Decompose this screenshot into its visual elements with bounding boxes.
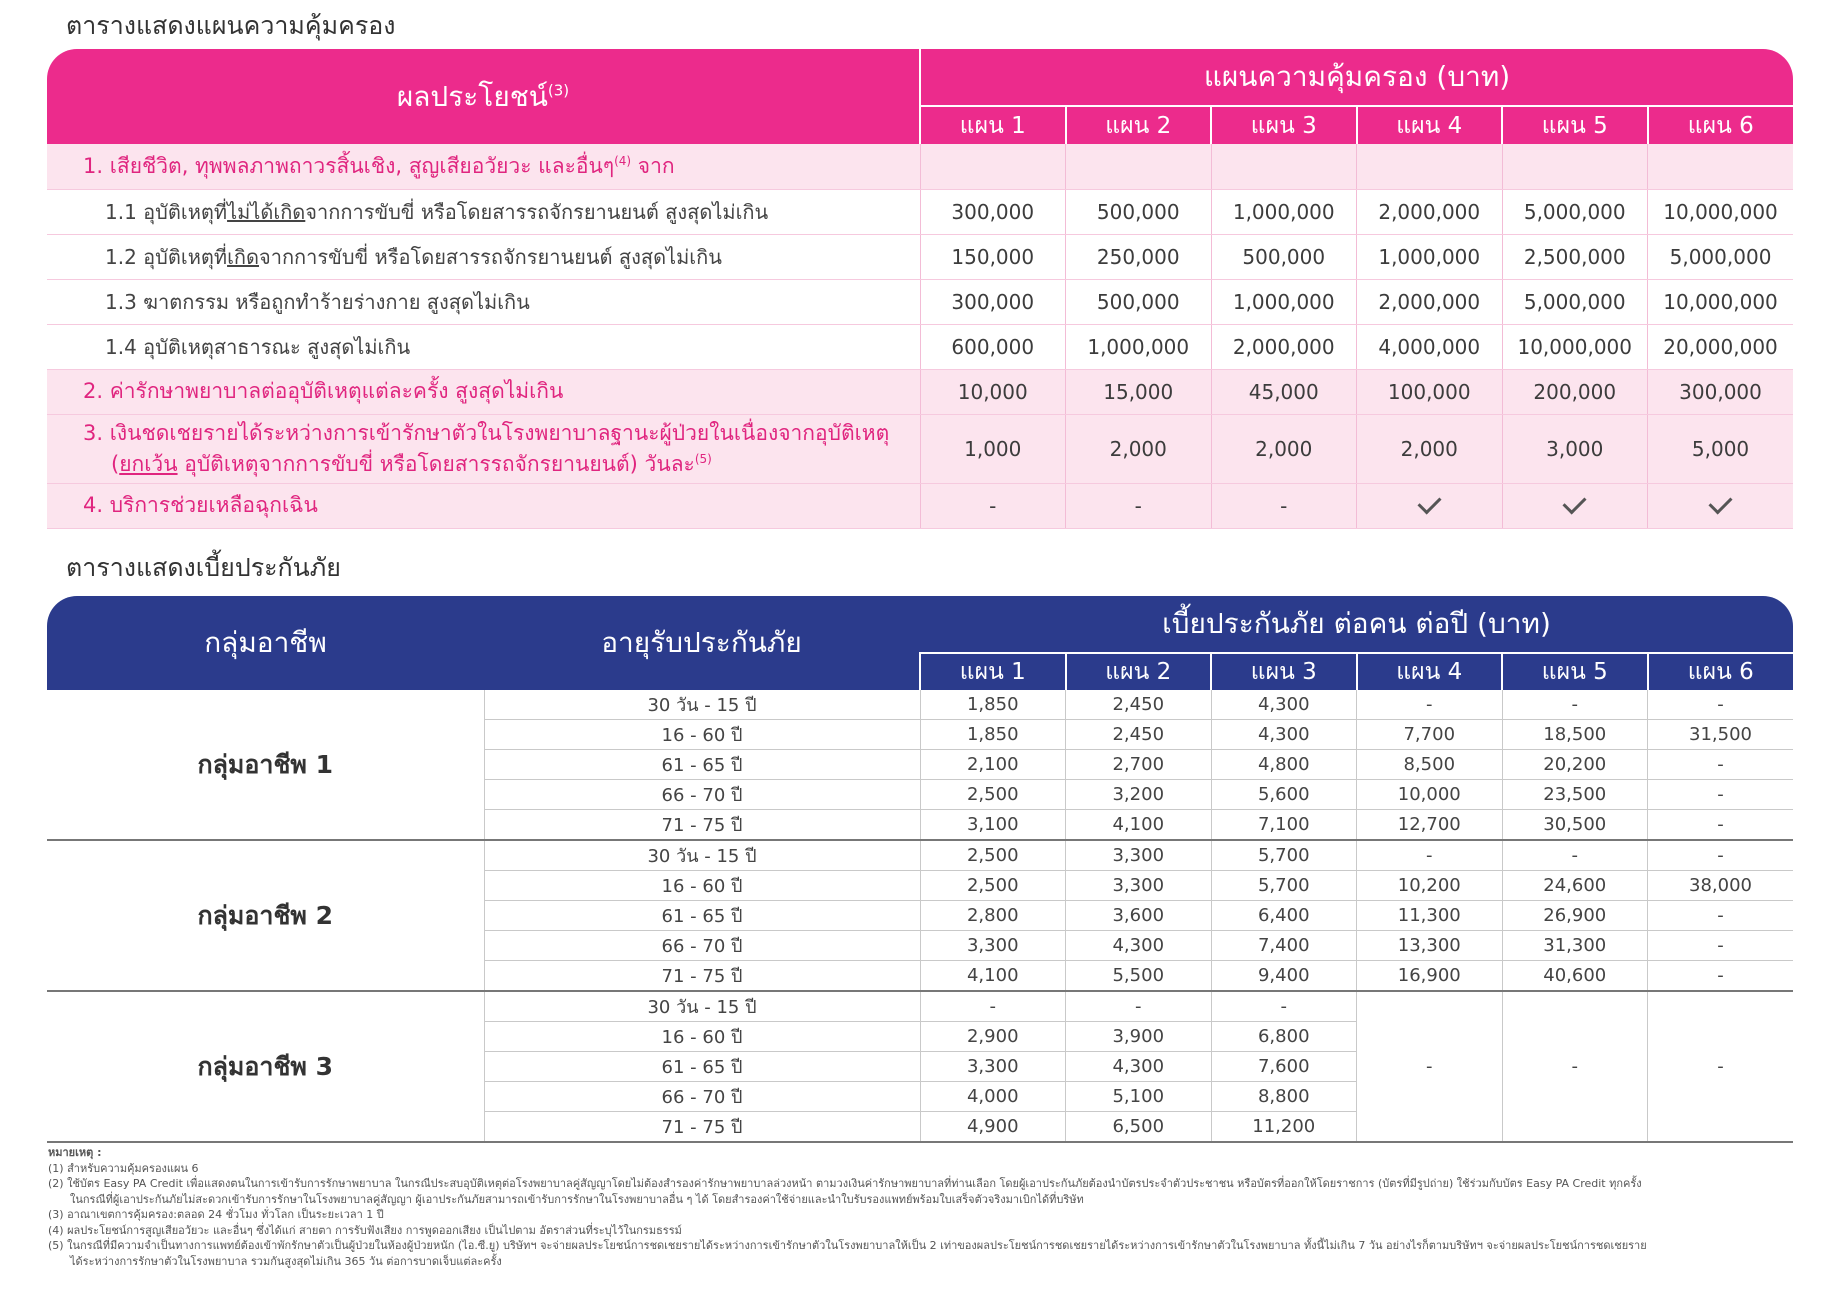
coverage-table-title: ตารางแสดงแผนความคุ้มครอง — [66, 11, 396, 40]
value-cell: 5,000,000 — [1502, 189, 1648, 234]
age-cell: 16 - 60 ปี — [484, 871, 920, 901]
age-cell: 66 - 70 ปี — [484, 1082, 920, 1112]
value-cell: 2,000 — [1066, 414, 1212, 483]
value-cell: 2,100 — [920, 750, 1066, 780]
row-1-2-label: 1.2 อุบัติเหตุที่เกิดจากการขับขี่ หรือโดยสารรถจักรยานยนต์ สูงสุดไม่เกิน — [47, 234, 920, 279]
value-cell: - — [1648, 901, 1794, 931]
value-cell: 2,000 — [1211, 414, 1357, 483]
value-cell: 10,200 — [1357, 871, 1503, 901]
age-cell: 61 - 65 ปี — [484, 901, 920, 931]
value-cell: 2,500 — [920, 840, 1066, 871]
value-cell: - — [1066, 991, 1212, 1022]
age-cell: 16 - 60 ปี — [484, 720, 920, 750]
plan-4-header: แผน 4 — [1357, 106, 1503, 144]
value-cell: 5,500 — [1066, 961, 1212, 992]
value-cell: 2,000,000 — [1357, 279, 1503, 324]
value-cell: 7,400 — [1211, 931, 1357, 961]
value-cell: 4,000,000 — [1357, 324, 1503, 369]
value-cell: 40,600 — [1502, 961, 1648, 992]
section-2-label: 2. ค่ารักษาพยาบาลต่ออุบัติเหตุแต่ละครั้ง สูงสุดไม่เกิน — [47, 369, 920, 414]
age-cell: 71 - 75 ปี — [484, 1112, 920, 1143]
value-cell: 4,300 — [1066, 931, 1212, 961]
value-cell: 250,000 — [1066, 234, 1212, 279]
value-cell: - — [920, 991, 1066, 1022]
value-cell: - — [1648, 780, 1794, 810]
coverage-section-1 — [47, 144, 1793, 189]
value-cell: 3,000 — [1502, 414, 1648, 483]
coverage-row — [47, 324, 1793, 369]
value-cell: - — [1211, 991, 1357, 1022]
value-cell: 1,850 — [920, 720, 1066, 750]
value-cell: 300,000 — [920, 279, 1066, 324]
plan-2-header: แผน 2 — [1066, 106, 1212, 144]
section-1-label: 1. เสียชีวิต, ทุพพลภาพถาวรสิ้นเชิง, สูญเสียอวัยวะ และอื่นๆ$^{(4)}$ จาก — [47, 144, 920, 189]
value-cell: 4,100 — [920, 961, 1066, 992]
value-cell: 1,000,000 — [1211, 189, 1357, 234]
value-cell: 4,300 — [1211, 690, 1357, 720]
value-cell: 6,500 — [1066, 1112, 1212, 1143]
group-header: กลุ่มอาชีพ — [47, 596, 484, 690]
value-cell: - — [1648, 750, 1794, 780]
age-cell: 61 - 65 ปี — [484, 750, 920, 780]
plan-6-dash-cell: - — [1648, 991, 1794, 1142]
group-1-label: กลุ่มอาชีพ 1 — [47, 690, 484, 840]
age-cell: 16 - 60 ปี — [484, 1022, 920, 1052]
value-cell: 3,900 — [1066, 1022, 1212, 1052]
value-cell: 15,000 — [1066, 369, 1212, 414]
premium-header: เบี้ยประกันภัย ต่อคน ต่อปี (บาท) — [920, 596, 1793, 653]
value-cell: 5,000,000 — [1648, 234, 1794, 279]
value-cell: 500,000 — [1066, 189, 1212, 234]
value-cell: 31,500 — [1648, 720, 1794, 750]
plan-3-header: แผน 3 — [1211, 653, 1357, 690]
value-cell: 1,850 — [920, 690, 1066, 720]
value-cell: 2,450 — [1066, 720, 1212, 750]
value-cell: 1,000,000 — [1211, 279, 1357, 324]
value-cell: 16,900 — [1357, 961, 1503, 992]
value-cell: 500,000 — [1211, 234, 1357, 279]
value-cell: 10,000,000 — [1502, 324, 1648, 369]
check-cell — [1357, 483, 1503, 528]
check-icon — [1563, 490, 1587, 514]
value-cell: 2,500 — [920, 780, 1066, 810]
plan-5-header: แผน 5 — [1502, 106, 1648, 144]
value-cell: 3,300 — [1066, 840, 1212, 871]
note-4: (4) ผลประโยชน์การสูญเสียอวัยวะ และอื่นๆ ซึ่งได้แก่ สายตา การรับฟังเสียง การพูดออกเสียง เป็นไปตาม อัตราส่วนที่ระบุไว้ในกรมธรรม์ — [48, 1223, 682, 1237]
value-cell: 10,000 — [920, 369, 1066, 414]
value-cell: 5,000 — [1648, 414, 1794, 483]
value-cell: 7,600 — [1211, 1052, 1357, 1082]
value-cell: 4,300 — [1066, 1052, 1212, 1082]
value-cell: 7,700 — [1357, 720, 1503, 750]
value-cell: 7,100 — [1211, 810, 1357, 841]
value-cell: 1,000,000 — [1066, 324, 1212, 369]
age-cell: 30 วัน - 15 ปี — [484, 690, 920, 720]
value-cell: 100,000 — [1357, 369, 1503, 414]
value-cell: 5,700 — [1211, 871, 1357, 901]
value-cell: 20,000,000 — [1648, 324, 1794, 369]
row-1-3-label: 1.3 ฆาตกรรม หรือถูกทำร้ายร่างกาย สูงสุดไม่เกิน — [47, 279, 920, 324]
age-cell: 66 - 70 ปี — [484, 780, 920, 810]
value-cell: - — [1648, 931, 1794, 961]
plan-3-header: แผน 3 — [1211, 106, 1357, 144]
note-2-cont: ในกรณีที่ผู้เอาประกันภัยไม่สะดวกเข้ารับการรักษาในโรงพยาบาลคู่สัญญา ผู้เอาประกันภัยสามารถเข้ารับการรักษาในโรงพยาบาลอื่น ๆ ได้ โดยสำรองค่าใช้จ่ายและนำใบรับรองแพทย์พร้อมใบเสร็จตัวจริงมาเบิกได้ที่บริษัท — [70, 1192, 1084, 1206]
value-cell: 4,800 — [1211, 750, 1357, 780]
value-cell: 30,500 — [1502, 810, 1648, 841]
group-2-label: กลุ่มอาชีพ 2 — [47, 840, 484, 991]
premium-table — [47, 596, 1793, 1143]
value-cell: 3,200 — [1066, 780, 1212, 810]
note-1: (1) สำหรับความคุ้มครองแผน 6 — [48, 1161, 199, 1175]
value-cell: 13,300 — [1357, 931, 1503, 961]
value-cell: 3,300 — [1066, 871, 1212, 901]
check-cell — [1648, 483, 1794, 528]
notes-heading: หมายเหตุ : — [48, 1146, 102, 1159]
value-cell: 2,500,000 — [1502, 234, 1648, 279]
coverage-section-3 — [47, 414, 1793, 483]
check-icon — [1417, 490, 1441, 514]
value-cell: 5,600 — [1211, 780, 1357, 810]
value-cell: 500,000 — [1066, 279, 1212, 324]
value-cell: - — [1648, 840, 1794, 871]
value-cell: 24,600 — [1502, 871, 1648, 901]
dash-cell: - — [1066, 483, 1212, 528]
premium-row — [47, 991, 1793, 1022]
coverage-row — [47, 189, 1793, 234]
check-cell — [1502, 483, 1648, 528]
value-cell: 10,000 — [1357, 780, 1503, 810]
value-cell: 8,500 — [1357, 750, 1503, 780]
coverage-table — [47, 49, 1793, 529]
value-cell: 150,000 — [920, 234, 1066, 279]
value-cell: 1,000,000 — [1357, 234, 1503, 279]
dash-cell: - — [1211, 483, 1357, 528]
coverage-row — [47, 234, 1793, 279]
plan-4-dash-cell: - — [1357, 991, 1503, 1142]
value-cell: 2,000,000 — [1211, 324, 1357, 369]
value-cell: 6,400 — [1211, 901, 1357, 931]
note-5-cont: ได้ระหว่างการรักษาตัวในโรงพยาบาล รวมกันสูงสุดไม่เกิน 365 วัน ต่อการบาดเจ็บแต่ละครั้ง — [70, 1254, 502, 1268]
value-cell: 10,000,000 — [1648, 189, 1794, 234]
value-cell: 9,400 — [1211, 961, 1357, 992]
age-cell: 71 - 75 ปี — [484, 961, 920, 992]
value-cell: 20,200 — [1502, 750, 1648, 780]
value-cell: - — [1502, 840, 1648, 871]
note-2: (2) ใช้บัตร Easy PA Credit เพื่อแสดงตนในการเข้ารับการรักษาพยาบาล ในกรณีประสบอุบัติเหตุต่อโรงพยาบาลคู่สัญญาโดยไม่ต้องสำรองค่ารักษาพยาบาลล่วงหน้า ตามวงเงินค่ารักษาพยาบาลที่ท่านเลือก โดยผู้เอาประกันภัยต้องนำบัตรประจำตัวประชาชน หรือบัตรที่ออกให้โดยราชการ (บัตรที่มีรูปถ่าย) ใช้ร่วมกับบัตร Easy PA Credit ทุกครั้ง — [48, 1177, 1642, 1190]
plan-header: แผนความคุ้มครอง (บาท) — [920, 49, 1793, 106]
value-cell: - — [1502, 690, 1648, 720]
value-cell: 11,300 — [1357, 901, 1503, 931]
value-cell: 11,200 — [1211, 1112, 1357, 1143]
value-cell: 2,450 — [1066, 690, 1212, 720]
age-cell: 71 - 75 ปี — [484, 810, 920, 841]
section-4-label: 4. บริการช่วยเหลือฉุกเฉิน — [47, 483, 920, 528]
value-cell: 3,600 — [1066, 901, 1212, 931]
age-cell: 30 วัน - 15 ปี — [484, 840, 920, 871]
value-cell: 26,900 — [1502, 901, 1648, 931]
coverage-section-2 — [47, 369, 1793, 414]
plan-6-header: แผน 6 — [1648, 653, 1794, 690]
dash-cell: - — [920, 483, 1066, 528]
age-header: อายุรับประกันภัย — [484, 596, 920, 690]
value-cell: 18,500 — [1502, 720, 1648, 750]
plan-4-header: แผน 4 — [1357, 653, 1503, 690]
check-icon — [1709, 490, 1733, 514]
value-cell: - — [1357, 690, 1503, 720]
premium-row — [47, 840, 1793, 871]
value-cell: 8,800 — [1211, 1082, 1357, 1112]
age-cell: 66 - 70 ปี — [484, 931, 920, 961]
value-cell: 600,000 — [920, 324, 1066, 369]
premium-row — [47, 690, 1793, 720]
value-cell: - — [1648, 690, 1794, 720]
row-1-4-label: 1.4 อุบัติเหตุสาธารณะ สูงสุดไม่เกิน — [47, 324, 920, 369]
value-cell: 6,800 — [1211, 1022, 1357, 1052]
plan-5-dash-cell: - — [1502, 991, 1648, 1142]
value-cell: 3,300 — [920, 931, 1066, 961]
value-cell: 4,900 — [920, 1112, 1066, 1143]
note-5: (5) ในกรณีที่มีความจำเป็นทางการแพทย์ต้องเข้าพักรักษาตัวเป็นผู้ป่วยในห้องผู้ป่วยหนัก (ไอ.ซี.ยู) บริษัทฯ จะจ่ายผลประโยชน์การชดเชยรายได้ระหว่างการเข้ารักษาตัวในโรงพยาบาลให้เป็น 2 เท่าของผลประโยชน์การชดเชยรายได้ระหว่างการเข้ารักษาตัวในโรงพยาบาล ทั้งนี้ไม่เกิน 7 วัน อย่างไรก็ตามบริษัทฯ จะจ่ายผลประโยชน์การชดเชยราย — [48, 1239, 1647, 1252]
value-cell: - — [1648, 810, 1794, 841]
value-cell: 4,100 — [1066, 810, 1212, 841]
value-cell: 2,000 — [1357, 414, 1503, 483]
coverage-row — [47, 279, 1793, 324]
group-3-label: กลุ่มอาชีพ 3 — [47, 991, 484, 1142]
value-cell: 3,100 — [920, 810, 1066, 841]
value-cell: 300,000 — [1648, 369, 1794, 414]
plan-2-header: แผน 2 — [1066, 653, 1212, 690]
value-cell: - — [1357, 840, 1503, 871]
age-cell: 61 - 65 ปี — [484, 1052, 920, 1082]
value-cell: 200,000 — [1502, 369, 1648, 414]
value-cell: 38,000 — [1648, 871, 1794, 901]
coverage-section-4 — [47, 483, 1793, 528]
value-cell: 5,000,000 — [1502, 279, 1648, 324]
value-cell: 5,700 — [1211, 840, 1357, 871]
value-cell: 2,700 — [1066, 750, 1212, 780]
value-cell: 10,000,000 — [1648, 279, 1794, 324]
value-cell: 2,000,000 — [1357, 189, 1503, 234]
footnotes — [48, 1145, 1808, 1269]
value-cell: 2,800 — [920, 901, 1066, 931]
age-cell: 30 วัน - 15 ปี — [484, 991, 920, 1022]
value-cell: 300,000 — [920, 189, 1066, 234]
plan-1-header: แผน 1 — [920, 106, 1066, 144]
value-cell: - — [1648, 961, 1794, 992]
benefit-header: ผลประโยชน์$^{(3)}$ — [47, 49, 920, 144]
value-cell: 4,000 — [920, 1082, 1066, 1112]
note-3: (3) อาณาเขตการคุ้มครอง:ตลอด 24 ชั่วโมง ทั่วโลก เป็นระยะเวลา 1 ปี — [48, 1208, 384, 1221]
value-cell: 1,000 — [920, 414, 1066, 483]
value-cell: 31,300 — [1502, 931, 1648, 961]
value-cell: 3,300 — [920, 1052, 1066, 1082]
plan-5-header: แผน 5 — [1502, 653, 1648, 690]
value-cell: 2,500 — [920, 871, 1066, 901]
section-3-label: 3. เงินชดเชยรายได้ระหว่างการเข้ารักษาตัวในโรงพยาบาลฐานะผู้ป่วยในเนื่องจากอุบัติเหตุ (ยกเว้น อุบัติเหตุจากการขับขี่ หรือโดยสารรถจักรยานยนต์) วันละ$^{(5)}$ — [47, 414, 920, 483]
row-1-1-label: 1.1 อุบัติเหตุที่ไม่ได้เกิดจากการขับขี่ หรือโดยสารรถจักรยานยนต์ สูงสุดไม่เกิน — [47, 189, 920, 234]
value-cell: 4,300 — [1211, 720, 1357, 750]
plan-1-header: แผน 1 — [920, 653, 1066, 690]
value-cell: 5,100 — [1066, 1082, 1212, 1112]
value-cell: 45,000 — [1211, 369, 1357, 414]
value-cell: 23,500 — [1502, 780, 1648, 810]
value-cell: 12,700 — [1357, 810, 1503, 841]
value-cell: 2,900 — [920, 1022, 1066, 1052]
premium-table-title: ตารางแสดงเบี้ยประกันภัย — [66, 553, 341, 582]
plan-6-header: แผน 6 — [1648, 106, 1794, 144]
